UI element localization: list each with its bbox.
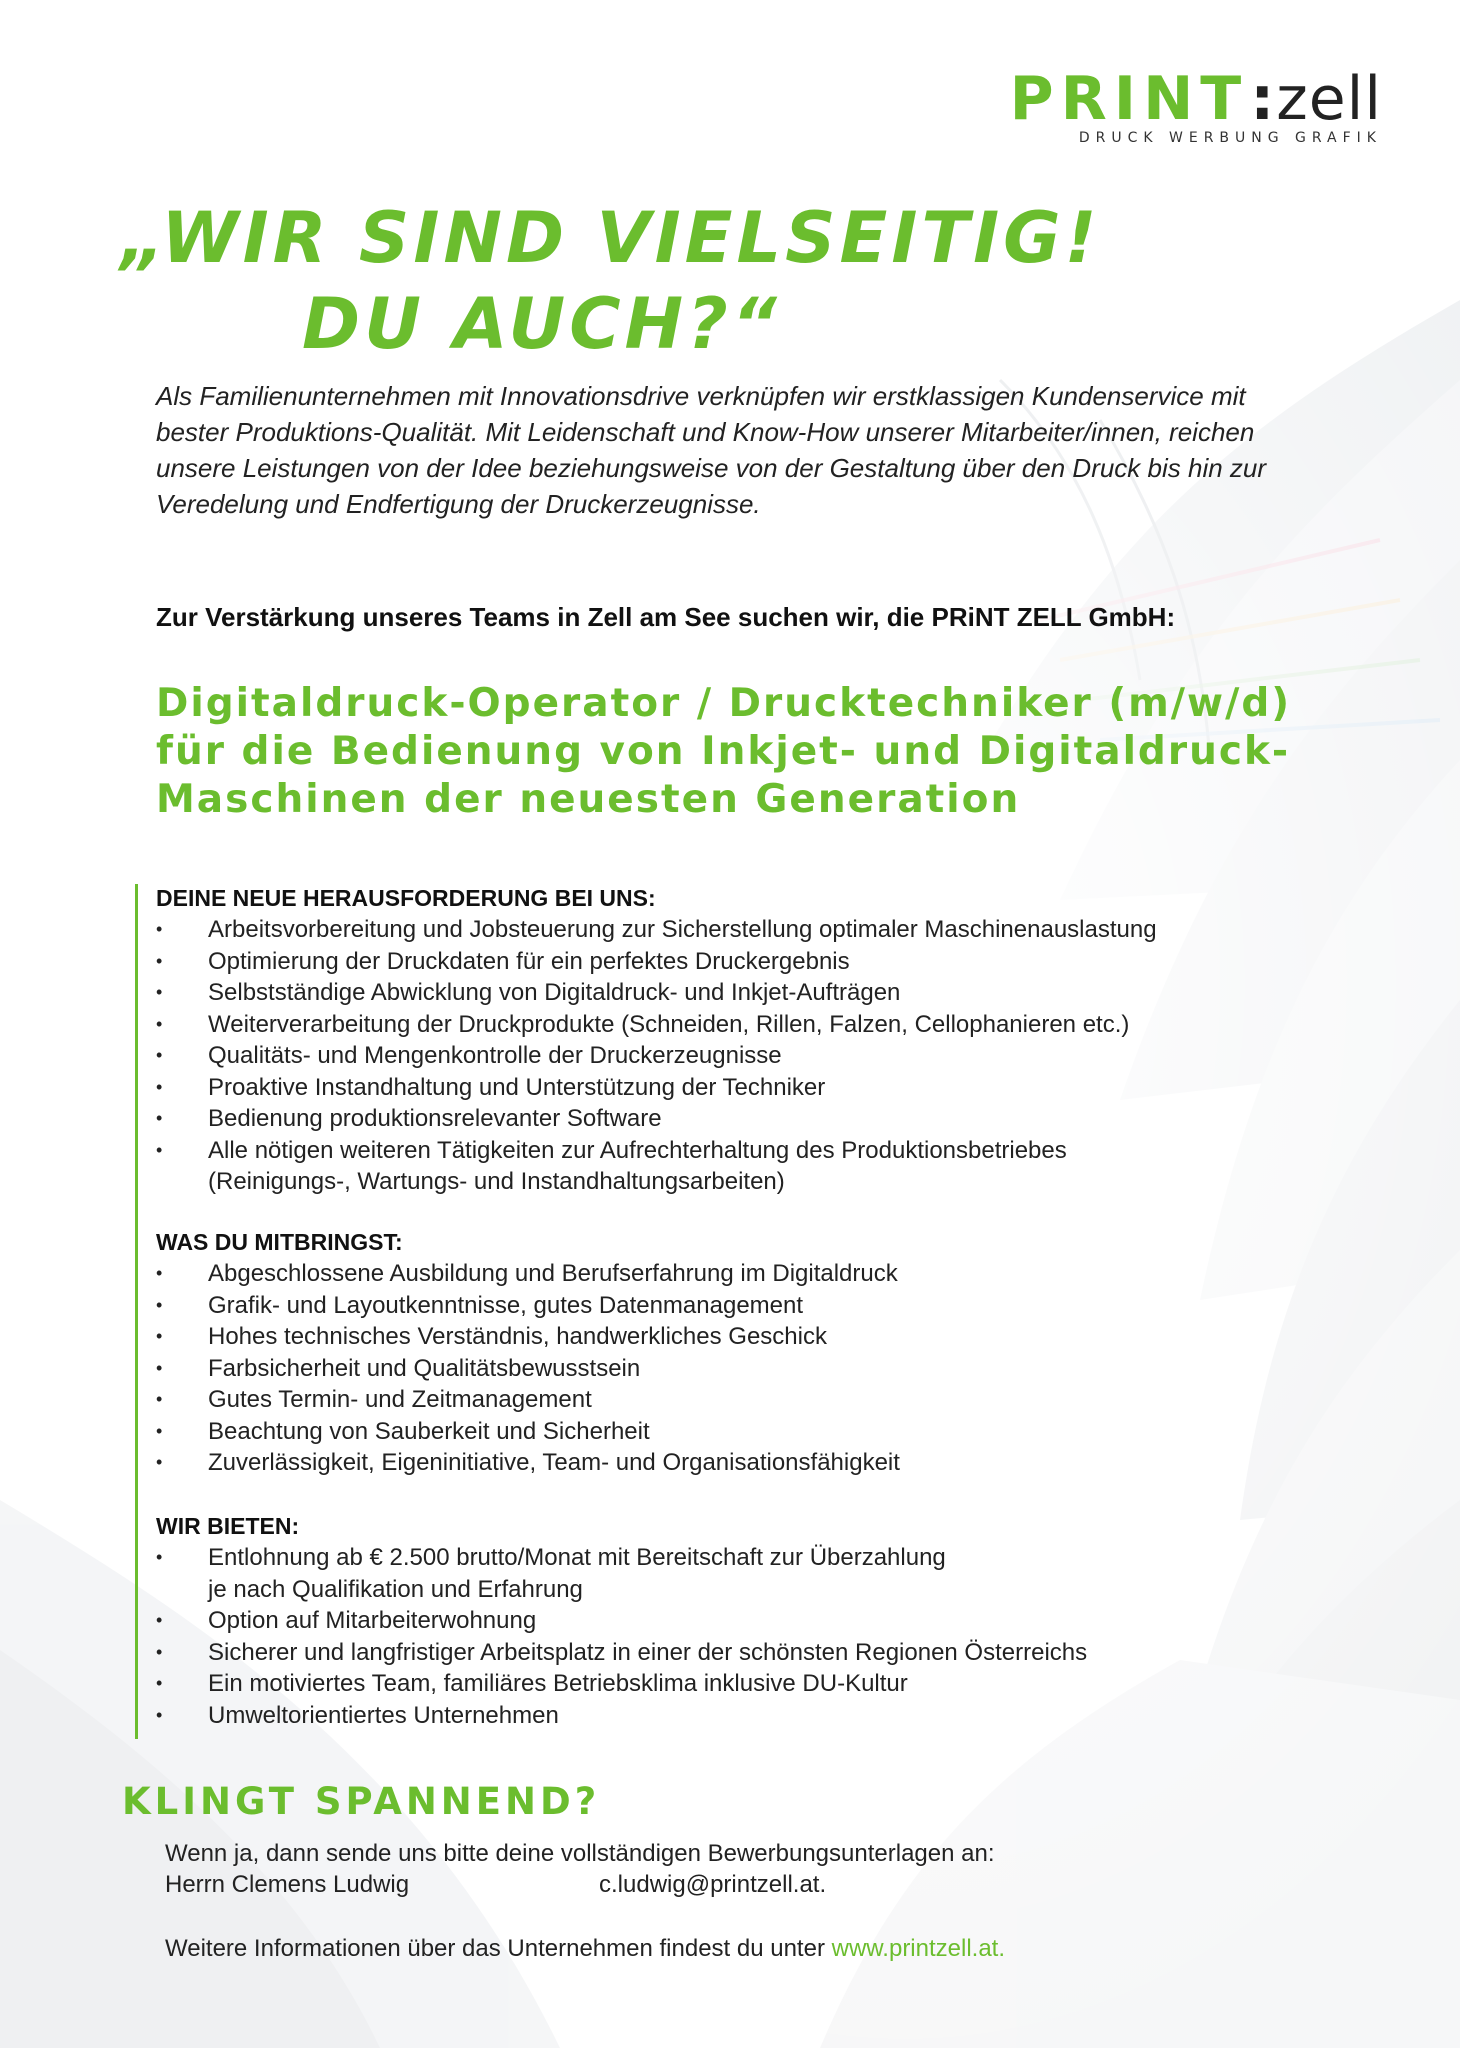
list-item: • Hohes technisches Verständnis, handwerkliches Geschick (156, 1321, 1356, 1353)
cta-heading: KLINGT SPANNEND? (122, 1780, 601, 1823)
logo-tagline: DRUCK WERBUNG GRAFIK (1078, 130, 1382, 146)
job-title-line-3: Maschinen der neuesten Generation (156, 777, 1021, 822)
list-item: • Selbstständige Abwicklung von Digitaldruck- und Inkjet-Aufträgen (156, 977, 1356, 1009)
website-link[interactable]: www.printzell.at. (831, 1935, 1006, 1962)
list-item: • Arbeitsvorbereitung und Jobsteuerung zur Sicherstellung optimaler Maschinenauslastung (156, 914, 1356, 946)
apply-instruction: Wenn ja, dann sende uns bitte deine vollständigen Bewerbungsunterlagen an: (165, 1840, 995, 1867)
headline-line-1: „WIR SIND VIELSEITIG! (120, 197, 1101, 279)
headline (120, 195, 1101, 367)
job-title (156, 680, 1406, 824)
list-item: • Beachtung von Sauberkeit und Sicherheit (156, 1416, 1356, 1448)
logo-zell-text: zell (1276, 64, 1382, 134)
list-item (156, 1135, 1356, 1198)
headline-line-2: DU AUCH?“ (302, 283, 781, 365)
list-item: • Umweltorientiertes Unternehmen (156, 1700, 1356, 1732)
list-item-line: je nach Qualifikation und Erfahrung (208, 1575, 583, 1603)
logo-print-text: PRINT (1009, 64, 1249, 134)
section-requirements (156, 1226, 1356, 1479)
section-heading: WIR BIETEN: (156, 1513, 300, 1539)
company-logo (1009, 64, 1382, 146)
logo-colon: : (1250, 64, 1275, 134)
application-info (165, 1838, 995, 1900)
contact-email-link[interactable]: c.ludwig@printzell.at. (599, 1871, 827, 1898)
job-title-line-2: für die Bedienung von Inkjet- und Digitaldruck- (156, 729, 1291, 774)
contact-name: Herrn Clemens Ludwig (165, 1871, 410, 1898)
list-item: • Bedienung produktionsrelevanter Software (156, 1103, 1356, 1135)
list-item: • Gutes Termin- und Zeitmanagement (156, 1384, 1356, 1416)
list-item: • Farbsicherheit und Qualitätsbewusstsein (156, 1353, 1356, 1385)
list-item-line: • Entlohnung ab € 2.500 brutto/Monat mit Bereitschaft zur Überzahlung (208, 1544, 946, 1571)
section-accent-rule (135, 884, 138, 1739)
list-item-line: (Reinigungs-, Wartungs- und Instandhaltungsarbeiten) (208, 1168, 785, 1195)
section-challenges (156, 882, 1356, 1198)
section-benefits (156, 1510, 1356, 1731)
list-item (156, 1542, 1356, 1605)
bullet-list (156, 1258, 1356, 1479)
list-item-line: • Alle nötigen weiteren Tätigkeiten zur Aufrechterhaltung des Produktionsbetriebes (208, 1136, 1067, 1164)
list-item: • Optimierung der Druckdaten für ein perfektes Druckergebnis (156, 946, 1356, 978)
bullet-list (156, 914, 1356, 1198)
lead-sentence: Zur Verstärkung unseres Teams in Zell am See suchen wir, die PRiNT ZELL GmbH: (156, 602, 1176, 632)
intro-paragraph: Als Familienunternehmen mit Innovationsdrive verknüpfen wir erstklassigen Kundenservice mit bester Produktions-Qualität. Mit Leidenschaft und Know-How unserer Mitarbeiter/innen, reichen unsere Leistungen von der Idee beziehungsweise von der Gestaltung über den Druck bis hin zur Veredelung und Endfertigung der Druckerzeugnisse. (156, 381, 1267, 519)
list-item: • Proaktive Instandhaltung und Unterstützung der Techniker (156, 1072, 1356, 1104)
logo-wordmark (1009, 64, 1382, 134)
contact-row (165, 1869, 995, 1900)
more-info-text: Weitere Informationen über das Unternehmen findest du unter (165, 1935, 825, 1962)
section-heading: DEINE NEUE HERAUSFORDERUNG BEI UNS: (156, 885, 656, 911)
list-item: • Grafik- und Layoutkenntnisse, gutes Datenmanagement (156, 1290, 1356, 1322)
list-item: • Sicherer und langfristiger Arbeitsplatz in einer der schönsten Regionen Österreichs (156, 1637, 1356, 1669)
more-info-line (165, 1935, 1005, 1963)
bullet-list (156, 1542, 1356, 1731)
list-item: • Option auf Mitarbeiterwohnung (156, 1605, 1356, 1637)
list-item: • Weiterverarbeitung der Druckprodukte (Schneiden, Rillen, Falzen, Cellophanieren etc.) (156, 1009, 1356, 1041)
list-item: • Abgeschlossene Ausbildung und Berufserfahrung im Digitaldruck (156, 1258, 1356, 1290)
list-item: • Qualitäts- und Mengenkontrolle der Druckerzeugnisse (156, 1040, 1356, 1072)
list-item: • Ein motiviertes Team, familiäres Betriebsklima inklusive DU-Kultur (156, 1668, 1356, 1700)
section-heading: WAS DU MITBRINGST: (156, 1229, 403, 1255)
job-title-line-1: Digitaldruck-Operator / Drucktechniker (m/w/d) (156, 681, 1292, 726)
list-item: • Zuverlässigkeit, Eigeninitiative, Team- und Organisationsfähigkeit (156, 1447, 1356, 1479)
